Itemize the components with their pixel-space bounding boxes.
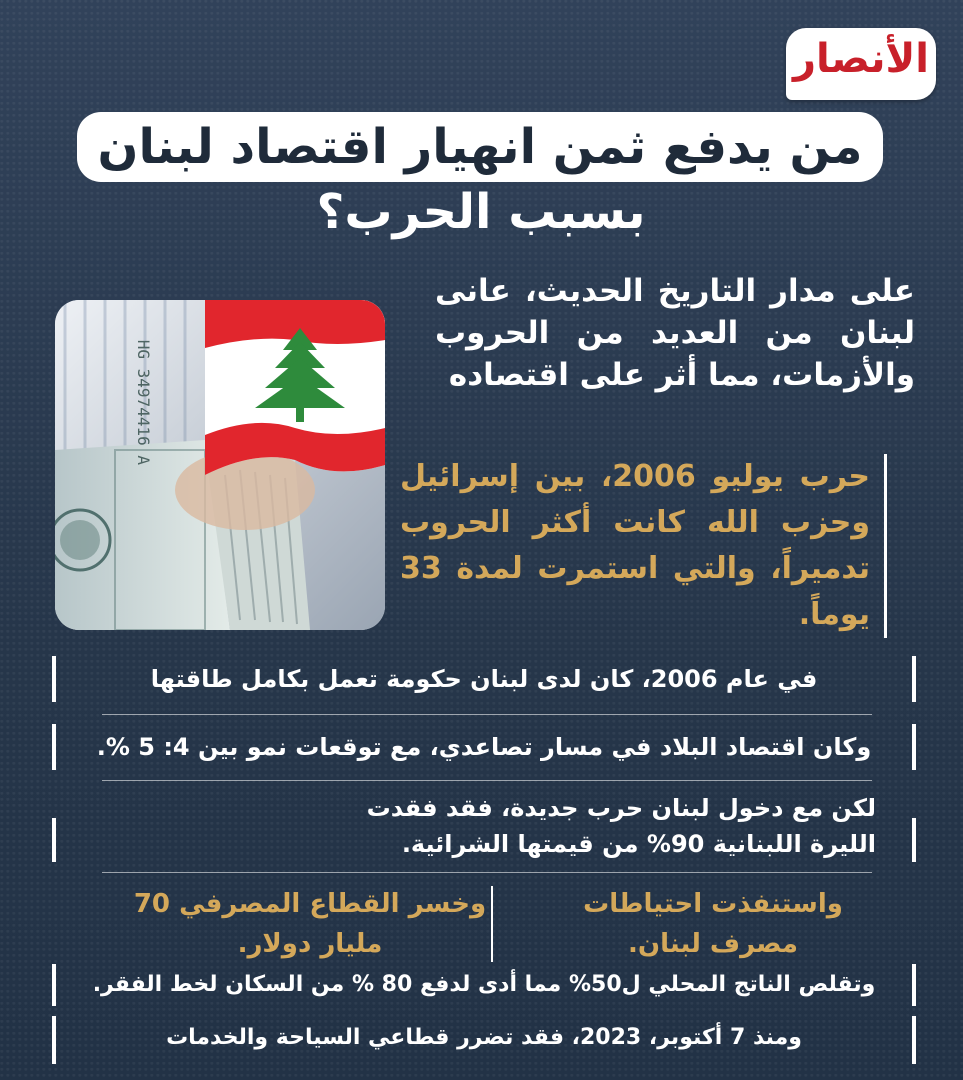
photo-illustration <box>55 300 385 630</box>
fact-bar-left <box>52 964 56 1006</box>
brand-logo <box>786 28 936 100</box>
fact-bar-right <box>912 656 916 702</box>
fact-item <box>52 790 916 862</box>
fact-text: ومنذ 7 أكتوبر، 2023، فقد تضرر قطاعي السياحة والخدمات <box>166 1025 802 1050</box>
fact-text: وتقلص الناتج المحلي ل50% مما أدى لدفع 80 % من السكان لخط الفقر. <box>92 972 876 997</box>
fact-bar-left <box>52 818 56 862</box>
war-2006-paragraph: حرب يوليو 2006، بين إسرائيل وحزب الله كانت أكثر الحروب تدميراً، والتي استمرت لمدة 33 يوماً. <box>400 459 870 632</box>
banking-loss-text: وخسر القطاع المصرفي 70 مليار دولار. <box>133 889 487 959</box>
fact-bar-right <box>912 818 916 862</box>
fact-bar-right <box>912 964 916 1006</box>
fact-item <box>52 656 916 702</box>
fact-bar-left <box>52 724 56 770</box>
fact-bar-right <box>912 1016 916 1064</box>
brand-logo-text: الأنصار <box>793 36 929 82</box>
divider <box>102 872 872 873</box>
column-divider <box>491 886 493 962</box>
lebanon-flag-and-dollars-image <box>55 300 385 630</box>
divider <box>102 780 872 781</box>
fact-bar-left <box>52 656 56 702</box>
fact-item <box>52 1016 916 1064</box>
lebanon-flag <box>205 300 385 475</box>
war-2006-box <box>400 454 887 638</box>
fact-text: لكن مع دخول لبنان حرب جديدة، فقد فقدت الليرة اللبنانية 90% من قيمتها الشرائية. <box>366 794 876 858</box>
intro-paragraph: على مدار التاريخ الحديث، عانى لبنان من العديد من الحروب والأزمات، مما أثر على اقتصاده <box>435 273 915 393</box>
fact-item <box>52 964 916 1006</box>
reserves-depleted-text: واستنفذت احتياطات مصرف لبنان. <box>583 889 843 959</box>
title-box <box>77 112 883 182</box>
svg-text:HG 34974416 A: HG 34974416 A <box>134 339 153 465</box>
fact-item <box>52 724 916 770</box>
fact-bar-right <box>912 724 916 770</box>
page-title-line2: بسبب الحرب؟ <box>316 184 646 240</box>
page-title: من يدفع ثمن انهيار اقتصاد لبنان <box>97 119 863 175</box>
fact-bar-left <box>52 1016 56 1064</box>
divider <box>102 714 872 715</box>
fact-text: وكان اقتصاد البلاد في مسار تصاعدي، مع توقعات نمو بين 4: 5 %. <box>96 733 872 761</box>
fact-text: في عام 2006، كان لدى لبنان حكومة تعمل بكامل طاقتها <box>150 665 818 693</box>
